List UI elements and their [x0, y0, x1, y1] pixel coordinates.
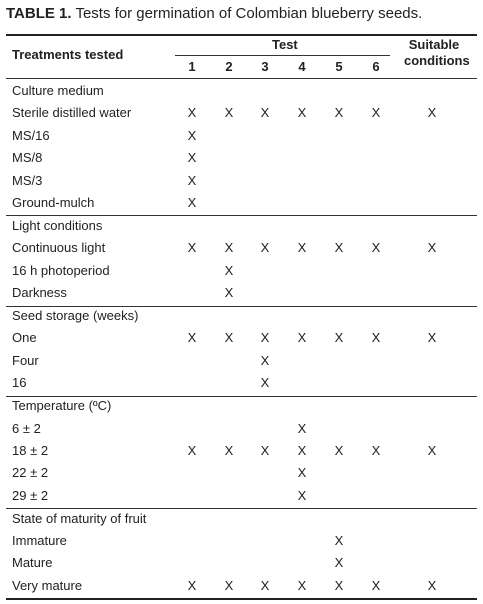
- section-title: [6, 305, 477, 327]
- table-row: [6, 102, 477, 124]
- test-mark: X: [187, 442, 197, 458]
- table-row: [6, 418, 477, 440]
- test-mark: X: [187, 577, 197, 593]
- test-mark: X: [334, 105, 344, 121]
- test-number-header: 2: [225, 59, 233, 74]
- section-title: [6, 215, 477, 237]
- test-mark: X: [334, 555, 344, 571]
- table-row: [6, 372, 477, 394]
- test-mark: X: [297, 577, 307, 593]
- test-mark: X: [187, 105, 197, 121]
- section-title: [6, 80, 477, 102]
- test-mark: X: [297, 420, 307, 436]
- table-row: [6, 192, 477, 214]
- table-row: [6, 440, 477, 462]
- test-mark: X: [297, 240, 307, 256]
- test-mark: X: [224, 262, 234, 278]
- row-label: MS/3: [12, 172, 43, 188]
- table-bottom-rule: [6, 598, 477, 600]
- test-mark: X: [334, 240, 344, 256]
- test-mark: X: [371, 105, 381, 121]
- test-mark: X: [260, 442, 270, 458]
- test-mark: X: [297, 105, 307, 121]
- suitable-mark: X: [427, 577, 437, 593]
- row-label: 18 ± 2: [12, 442, 49, 458]
- test-mark: X: [224, 105, 234, 121]
- test-mark: X: [297, 465, 307, 481]
- row-label: 6 ± 2: [12, 420, 41, 436]
- row-label: 16 h photoperiod: [12, 262, 110, 278]
- table-row: [6, 260, 477, 282]
- test-mark: X: [260, 352, 270, 368]
- test-mark: X: [260, 105, 270, 121]
- test-mark: X: [371, 240, 381, 256]
- header-bottom-rule: [6, 78, 477, 79]
- test-mark: X: [224, 240, 234, 256]
- test-mark: X: [224, 285, 234, 301]
- test-number-header: 5: [335, 59, 343, 74]
- test-mark: X: [334, 533, 344, 548]
- row-label: One: [12, 330, 37, 346]
- test-mark: X: [371, 577, 381, 593]
- test-mark: X: [187, 330, 197, 346]
- test-mark: X: [297, 442, 307, 458]
- row-label: 16: [12, 375, 27, 391]
- table-row: [6, 147, 477, 169]
- test-mark: X: [187, 240, 197, 256]
- row-label: Immature: [12, 533, 67, 548]
- section-title: [6, 395, 477, 417]
- section-title-label: Seed storage (weeks): [12, 308, 139, 323]
- test-mark: X: [260, 577, 270, 593]
- test-number-header: 1: [188, 59, 196, 74]
- row-label: Continuous light: [12, 240, 106, 256]
- test-mark: X: [371, 442, 381, 458]
- section-title-label: Culture medium: [12, 83, 104, 98]
- row-label: Mature: [12, 555, 53, 571]
- table-top-rule: [6, 34, 477, 36]
- table-row: [6, 350, 477, 372]
- test-mark: X: [334, 330, 344, 346]
- suitable-mark: X: [427, 442, 437, 458]
- test-mark: X: [297, 330, 307, 346]
- test-number-header: 3: [261, 59, 269, 74]
- test-mark: X: [224, 442, 234, 458]
- header-treatments: Treatments tested: [12, 47, 124, 62]
- table-row: [6, 530, 477, 552]
- table-row: [6, 282, 477, 304]
- row-label: MS/8: [12, 150, 43, 166]
- suitable-mark: X: [427, 105, 437, 121]
- header-suitable-line2: conditions: [404, 53, 470, 68]
- test-span-rule: [175, 55, 390, 56]
- test-mark: X: [260, 330, 270, 346]
- table-row: [6, 170, 477, 192]
- test-mark: X: [187, 195, 197, 210]
- table-row: [6, 575, 477, 597]
- test-mark: X: [224, 330, 234, 346]
- test-mark: X: [334, 577, 344, 593]
- row-label: 22 ± 2: [12, 465, 49, 481]
- table-row: [6, 327, 477, 349]
- header-suitable-line1: Suitable: [408, 37, 460, 52]
- test-mark: X: [187, 127, 197, 143]
- row-label: Ground-mulch: [12, 195, 95, 210]
- row-label: Very mature: [12, 577, 83, 593]
- section-title-label: Temperature (ºC): [12, 398, 112, 414]
- table-row: [6, 552, 477, 574]
- table-row: [6, 485, 477, 507]
- test-mark: X: [187, 172, 197, 188]
- test-number-header: 6: [372, 59, 380, 74]
- section-title-label: State of maturity of fruit: [12, 510, 147, 526]
- row-label: Darkness: [12, 285, 67, 301]
- table-row: [6, 237, 477, 259]
- table-caption-text: Tests for germination of Colombian blueberry seeds.: [71, 5, 423, 22]
- suitable-mark: X: [427, 240, 437, 256]
- row-label: MS/16: [12, 127, 50, 143]
- test-mark: X: [260, 375, 270, 391]
- test-mark: X: [371, 330, 381, 346]
- suitable-mark: X: [427, 330, 437, 346]
- test-mark: X: [297, 487, 307, 503]
- test-mark: X: [187, 150, 197, 166]
- section-title-label: Light conditions: [12, 217, 103, 233]
- table-row: [6, 125, 477, 147]
- test-mark: X: [334, 442, 344, 458]
- row-label: Four: [12, 352, 39, 368]
- test-mark: X: [224, 577, 234, 593]
- test-mark: X: [260, 240, 270, 256]
- table-row: [6, 462, 477, 484]
- header-test: Test: [272, 37, 298, 52]
- test-number-header: 4: [298, 59, 306, 74]
- table-caption-label: TABLE 1.: [6, 5, 72, 22]
- section-title: [6, 508, 477, 530]
- row-label: Sterile distilled water: [12, 105, 132, 121]
- row-label: 29 ± 2: [12, 487, 49, 503]
